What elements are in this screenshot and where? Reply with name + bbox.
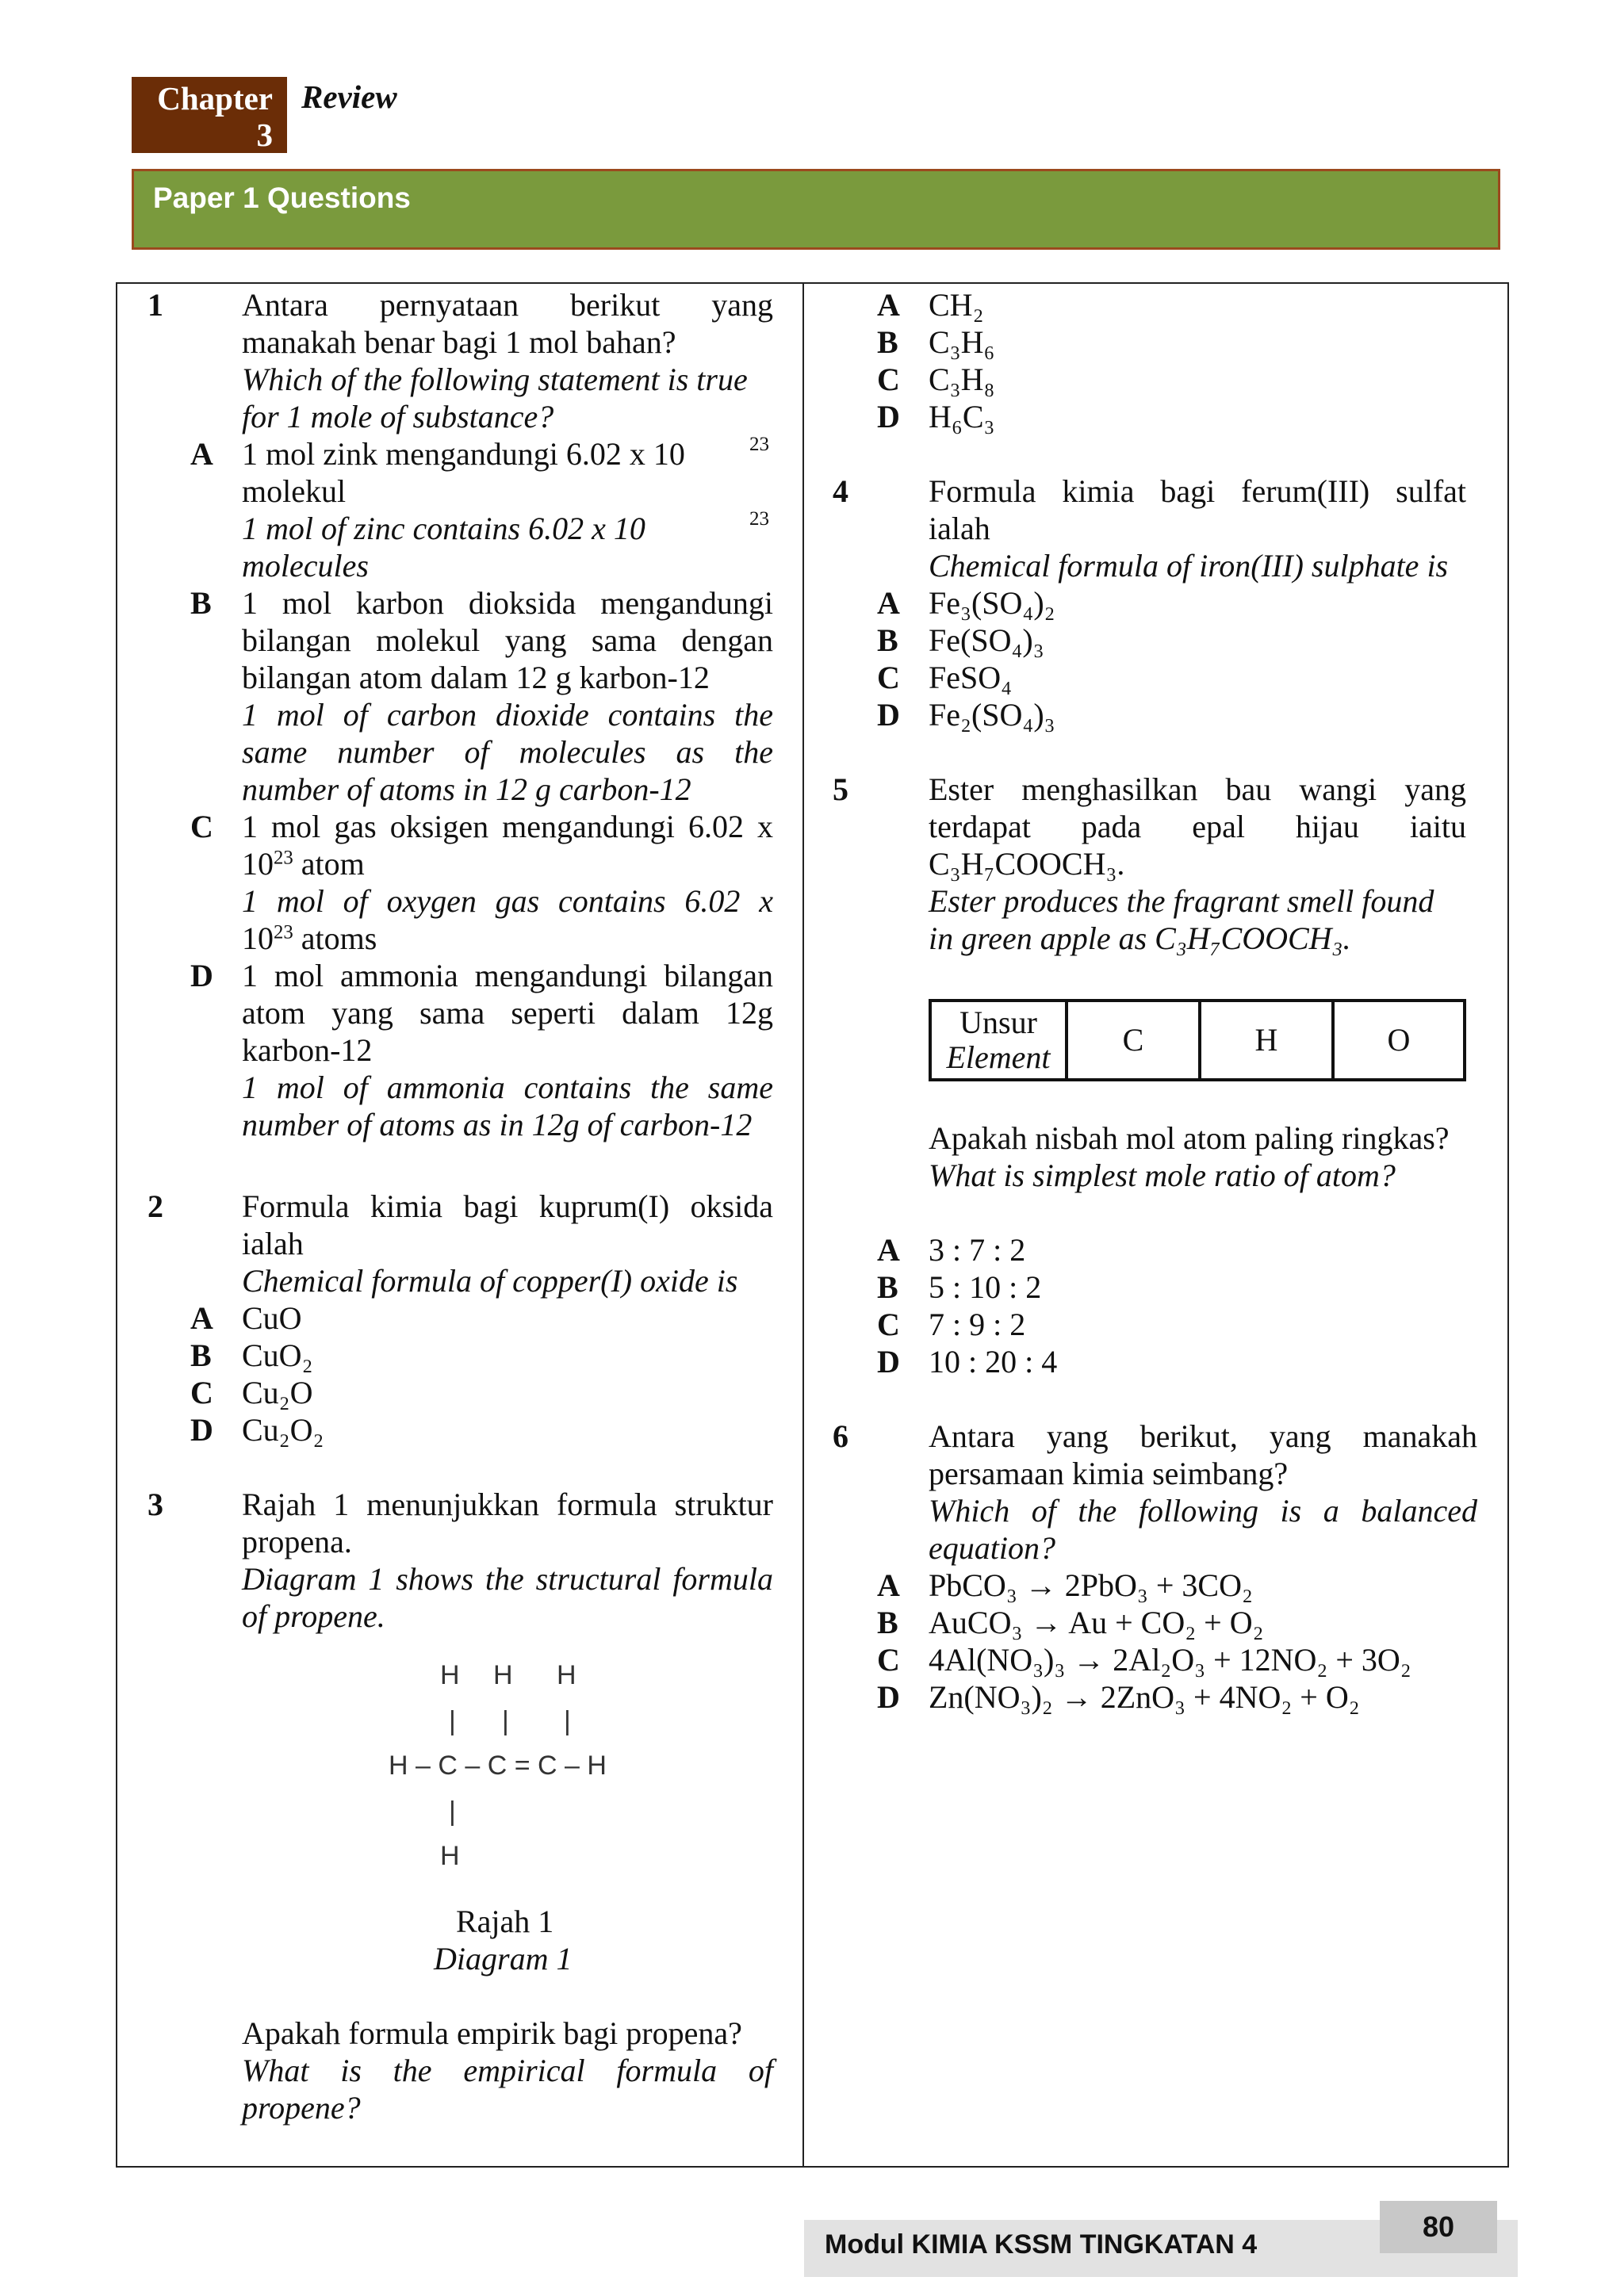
q1-option-B-letter: B <box>190 585 212 621</box>
page-number: 80 <box>1380 2201 1497 2253</box>
q1-option-C-en-1: 1 mol of oxygen gas contains 6.02 x <box>242 883 773 919</box>
q1-option-B-ms-3: bilangan atom dalam 12 g karbon-12 <box>242 660 710 695</box>
q3-stem-en-1: Diagram 1 shows the structural formula <box>242 1561 773 1597</box>
q6-option-A: PbCO₃ → 2PbO₃ + 3CO₂ <box>929 1567 1253 1603</box>
q2-option-A-letter: A <box>190 1300 213 1336</box>
q5-question-ms: Apakah nisbah mol atom paling ringkas? <box>929 1120 1450 1156</box>
q1-option-D-ms-1: 1 mol ammonia mengandungi bilangan <box>242 958 773 993</box>
q3-stem-en-2: of propene. <box>242 1598 385 1634</box>
q4-option-C: FeSO₄ <box>929 660 1013 695</box>
q2-option-B-letter: B <box>190 1337 212 1373</box>
q1-stem-ms-1: Antara pernyataan berikut yang <box>242 287 773 323</box>
q6-number: 6 <box>833 1418 848 1454</box>
q5-option-D-letter: D <box>877 1344 900 1380</box>
q1-option-C-en-exp: 23 <box>274 921 293 943</box>
struct-bond-3: | <box>564 1706 571 1736</box>
q3-option-A-letter: A <box>877 287 900 323</box>
element-header-en: Element <box>946 1039 1051 1075</box>
footer-module-title: Modul KIMIA KSSM TINGKATAN 4 <box>825 2229 1258 2260</box>
q4-option-A-letter: A <box>877 585 900 621</box>
element-table <box>929 999 1466 1081</box>
q5-stem-en-1: Ester produces the fragrant smell found <box>929 883 1434 919</box>
q1-option-C-en-2: $10^{23}$ atoms <box>242 920 377 956</box>
q3-question-en-2: propene? <box>242 2090 361 2126</box>
q6-option-A-letter: A <box>877 1567 900 1603</box>
q2-option-A: CuO <box>242 1300 302 1336</box>
q1-option-C-ms-2-text: atom <box>301 846 365 882</box>
q3-number: 3 <box>147 1487 163 1522</box>
q1-option-D-letter: D <box>190 958 213 993</box>
q5-number: 5 <box>833 771 848 807</box>
q5-option-C: 7 : 9 : 2 <box>929 1307 1026 1342</box>
q1-stem-en-2: for 1 mole of substance? <box>242 399 554 434</box>
q1-option-A-ms-2: molekul <box>242 473 347 509</box>
q2-stem-en: Chemical formula of copper(I) oxide is <box>242 1263 738 1299</box>
q4-option-B-letter: B <box>877 622 898 658</box>
section-title: Paper 1 Questions <box>153 182 411 214</box>
q3-option-D-letter: D <box>877 399 900 434</box>
q1-stem-en-1: Which of the following statement is true <box>242 362 748 397</box>
q3-stem-ms-1: Rajah 1 menunjukkan formula struktur <box>242 1487 773 1522</box>
q3-question-ms: Apakah formula empirik bagi propena? <box>242 2015 742 2051</box>
q1-option-A-en-2: molecules <box>242 548 369 584</box>
element-cell-o: O <box>1387 1022 1411 1058</box>
q1-option-D-ms-3: karbon-12 <box>242 1032 373 1068</box>
q4-stem-ms-1: Formula kimia bagi ferum(III) sulfat <box>929 473 1466 509</box>
q3-option-C: C₃H₈ <box>929 362 995 397</box>
element-cell-c: C <box>1068 1002 1201 1078</box>
section-banner <box>132 169 1500 250</box>
q4-option-D-letter: D <box>877 697 900 733</box>
q5-stem-ms-3: C₃H₇COOCH₃. <box>929 846 1125 882</box>
q6-option-B-letter: B <box>877 1605 898 1640</box>
q1-option-B-en-1: 1 mol of carbon dioxide contains the <box>242 697 773 733</box>
struct-h-top-2: H <box>493 1660 513 1690</box>
q4-option-B: Fe(SO₄)₃ <box>929 622 1044 658</box>
q5-option-A-letter: A <box>877 1232 900 1268</box>
q3-caption-ms: Rajah 1 <box>456 1904 554 1939</box>
q3-option-B: C₃H₆ <box>929 324 995 360</box>
q4-stem-en: Chemical formula of iron(III) sulphate is <box>929 548 1449 584</box>
q1-option-B-en-2: same number of molecules as the <box>242 734 773 770</box>
q5-option-A: 3 : 7 : 2 <box>929 1232 1026 1268</box>
q6-stem-ms-1: Antara yang berikut, yang manakah <box>929 1418 1477 1454</box>
chapter-number: 3 <box>256 117 273 153</box>
element-cell-h: H <box>1201 1002 1335 1078</box>
q1-number: 1 <box>147 287 163 323</box>
q2-option-D-letter: D <box>190 1412 213 1448</box>
q1-option-A-exp: 23 <box>749 434 769 455</box>
q3-caption-en: Diagram 1 <box>434 1941 573 1976</box>
q2-option-C: Cu₂O <box>242 1375 313 1410</box>
q4-option-C-letter: C <box>877 660 900 695</box>
struct-bond-2: | <box>502 1706 509 1736</box>
q3-question-en-1: What is the empirical formula of <box>242 2053 773 2088</box>
q6-option-D: Zn(NO₃)₂ → 2ZnO₃ + 4NO₂ + O₂ <box>929 1679 1360 1715</box>
q2-number: 2 <box>147 1188 163 1224</box>
q4-option-A: Fe₃(SO₄)₂ <box>929 585 1055 621</box>
q4-option-D: Fe₂(SO₄)₃ <box>929 697 1055 733</box>
element-table-header <box>932 1002 1068 1078</box>
q5-option-B: 5 : 10 : 2 <box>929 1269 1042 1305</box>
q1-option-A-en-1: 1 mol of zinc contains 6.02 x 10 <box>242 511 645 546</box>
q3-option-A: CH₂ <box>929 287 984 323</box>
q4-number: 4 <box>833 473 848 509</box>
struct-main-chain: H – C – C = C – H <box>389 1751 607 1781</box>
q3-option-D: H₆C₃ <box>929 399 995 434</box>
q1-option-A-ms <box>242 435 773 473</box>
q3-stem-ms-2: propena. <box>242 1524 352 1559</box>
q1-option-C-en-2-text: atoms <box>301 920 377 956</box>
q1-option-C-letter: C <box>190 809 213 844</box>
q1-option-B-ms-1: 1 mol karbon dioksida mengandungi <box>242 585 773 621</box>
q6-option-C-letter: C <box>877 1642 900 1678</box>
q4-stem-ms-2: ialah <box>929 511 990 546</box>
q6-stem-en-1: Which of the following is a balanced <box>929 1493 1477 1529</box>
q5-stem-en-2: in green apple as C₃H₇COOCH₃. <box>929 920 1351 956</box>
q5-stem-ms-1: Ester menghasilkan bau wangi yang <box>929 771 1466 807</box>
chapter-label: Chapter <box>157 80 273 117</box>
q6-option-D-letter: D <box>877 1679 900 1715</box>
struct-bond-bottom: | <box>449 1797 456 1827</box>
q2-stem-ms-1: Formula kimia bagi kuprum(I) oksida <box>242 1188 773 1224</box>
struct-h-top-3: H <box>557 1660 576 1690</box>
q1-option-B-ms-2: bilangan molekul yang sama dengan <box>242 622 773 658</box>
struct-h-top-1: H <box>440 1660 460 1690</box>
q1-option-C-ms-1: 1 mol gas oksigen mengandungi 6.02 x <box>242 809 773 844</box>
q2-option-C-letter: C <box>190 1375 213 1410</box>
q1-option-B-en-3: number of atoms in 12 g carbon-12 <box>242 771 691 807</box>
q5-option-C-letter: C <box>877 1307 900 1342</box>
chapter-badge <box>132 77 287 153</box>
q3-option-C-letter: C <box>877 362 900 397</box>
q1-stem-ms-2: manakah benar bagi 1 mol bahan? <box>242 324 676 360</box>
q1-option-D-en-1: 1 mol of ammonia contains the same <box>242 1070 773 1105</box>
q3-option-B-letter: B <box>877 324 898 360</box>
q2-option-D: Cu₂O₂ <box>242 1412 324 1448</box>
q6-stem-en-2: equation? <box>929 1530 1055 1566</box>
column-divider <box>802 282 804 2168</box>
q1-option-C-ms-2: $10^{23}$ atom <box>242 846 365 882</box>
review-title: Review <box>301 78 397 115</box>
q5-option-B-letter: B <box>877 1269 898 1305</box>
q5-question-en: What is simplest mole ratio of atom? <box>929 1158 1396 1193</box>
q5-option-D: 10 : 20 : 4 <box>929 1344 1058 1380</box>
q2-stem-ms-2: ialah <box>242 1226 304 1261</box>
q2-option-B: CuO₂ <box>242 1337 313 1373</box>
struct-bond-1: | <box>449 1706 456 1736</box>
q1-option-C-exp: 23 <box>274 847 293 869</box>
q1-option-D-en-2: number of atoms as in 12g of carbon-12 <box>242 1107 753 1142</box>
q5-stem-ms-2: terdapat pada epal hijau iaitu <box>929 809 1466 844</box>
q1-option-D-ms-2: atom yang sama seperti dalam 12g <box>242 995 773 1031</box>
struct-h-bottom: H <box>440 1841 460 1871</box>
q1-option-A-letter: A <box>190 436 213 472</box>
q1-option-A-en-exp: 23 <box>749 508 769 530</box>
q6-option-B: AuCO₃ → Au + CO₂ + O₂ <box>929 1605 1264 1640</box>
q6-option-C: 4Al(NO₃)₃ → 2Al₂O₃ + 12NO₂ + 3O₂ <box>929 1642 1411 1678</box>
q1-option-A-ms-text: 1 mol zink mengandungi 6.02 x 10 <box>242 436 685 472</box>
element-header-ms: Unsur <box>959 1004 1037 1040</box>
q6-stem-ms-2: persamaan kimia seimbang? <box>929 1456 1289 1491</box>
